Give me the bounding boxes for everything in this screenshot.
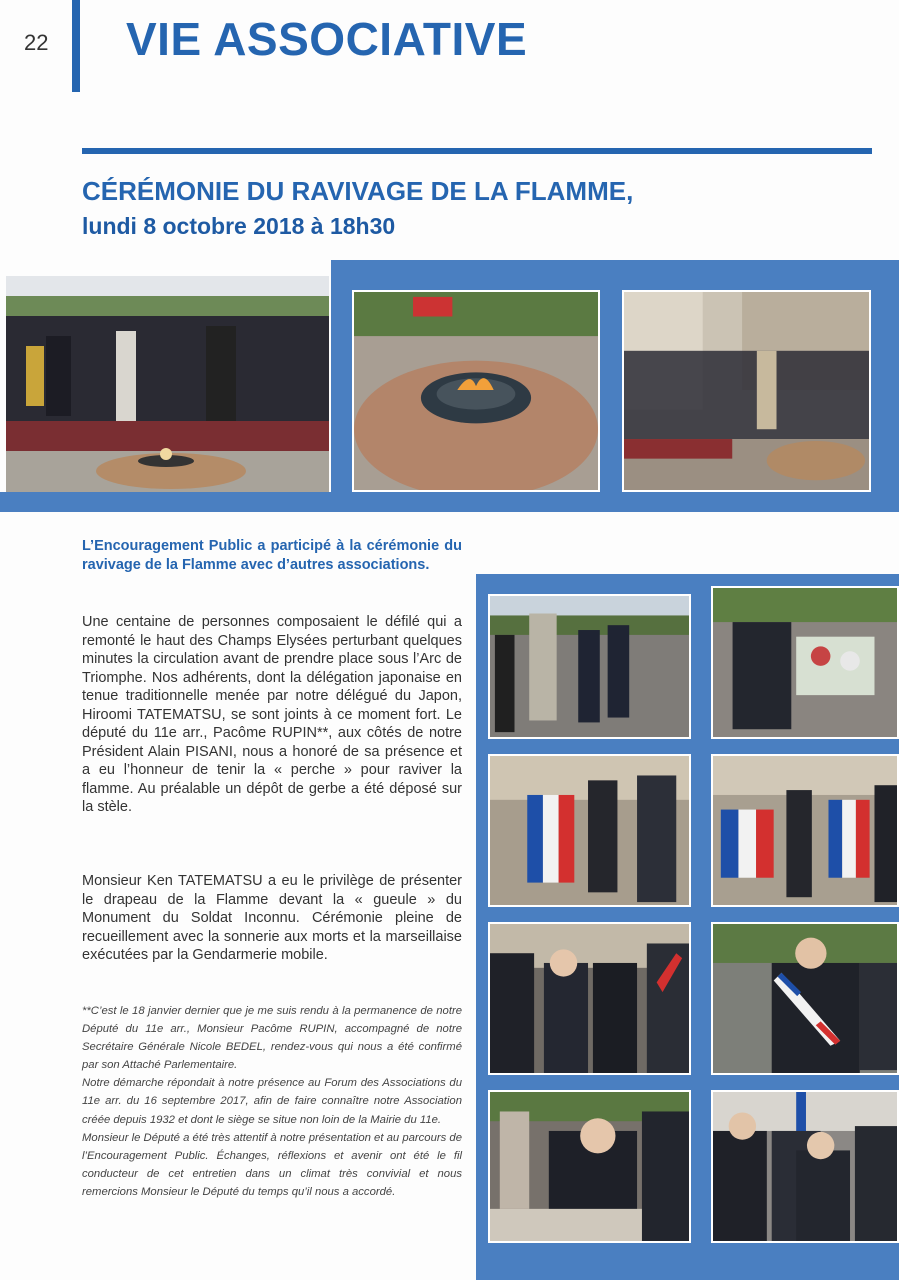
- photo-eternal-flame: [352, 290, 600, 492]
- photo-grid-8: [711, 1090, 899, 1243]
- article-paragraph-2: Monsieur Ken TATEMATSU a eu le privilège de présenter le drapeau de la Flamme devant la « gueule » du Monument du Soldat Inconnu. Cérémonie pleine de recueillement avec la sonnerie aux morts et la marseillaise exécutées par la Gendarmerie mobile.: [82, 873, 462, 963]
- header-accent-bar: [72, 0, 80, 92]
- photo-grid-5: [488, 922, 691, 1075]
- photo-grid-3: [488, 754, 691, 907]
- photo-grid-2: [711, 586, 899, 739]
- photo-arc-de-triomphe-ceremony: [622, 290, 871, 492]
- article-headline: [82, 176, 633, 240]
- top-photo-band-strip: [0, 492, 340, 512]
- headline-line-1: CÉRÉMONIE DU RAVIVAGE DE LA FLAMME,: [82, 176, 634, 206]
- footnote-paragraph-2: Notre démarche répondait à notre présence au Forum des Associations du 11e arr. du 16 septembre 2017, afin de faire connaître notre Association créée depuis 1932 et dont le siège se situe non loin de la Mairie du 11e.: [82, 1077, 462, 1126]
- photo-group-at-flame: [6, 276, 329, 492]
- title-rule: [82, 148, 872, 154]
- photo-grid-4: [711, 754, 899, 907]
- footnote-paragraph-3: Monsieur le Député a été très attentif à notre présentation et au parcours de l’Encouragement Public. Échanges, réflexions et avenir ont été le fil conducteur de cet entretien dans un climat très convivial et nous remercions Monsieur le Député du temps qu’il nous a accordé.: [82, 1131, 462, 1198]
- section-title: VIE ASSOCIATIVE: [126, 13, 528, 65]
- page-number: 22: [24, 30, 49, 55]
- headline-line-2: lundi 8 octobre 2018 à 18h30: [82, 213, 396, 239]
- article-paragraph-1: Une centaine de personnes composaient le défilé qui a remonté le haut des Champs Elysées perturbant quelques minutes la circulation avant de prendre place sous l’Arc de Triomphe. Nos adhérents, dont la délégation japonaise en tenue traditionnelle menée par notre délégué du Japon, Hiroomi TATEMATSU, se sont joints à ce moment fort. Le député du 11e arr., Pacôme RUPIN**, aux côtés de notre Président Alain PISANI, nous a honoré de sa présence et a eu l’honneur de tenir la « perche » pour raviver la flamme. Au préalable un dépôt de gerbe a été déposé sur la stèle.: [82, 614, 462, 815]
- photo-grid-1: [488, 594, 691, 739]
- photo-grid-6: [711, 922, 899, 1075]
- footnote-paragraph-1: **C’est le 18 janvier dernier que je me suis rendu à la permanence de notre Député du 11e arr., Monsieur Pacôme RUPIN, accompagné de notre Secrétaire Générale Nicole BEDEL, rendez-vous qui nous a été confirmé par son Attaché Parlementaire.: [82, 1005, 462, 1072]
- photo-grid-7: [488, 1090, 691, 1243]
- article-footnote: [82, 1002, 462, 1201]
- article-intro: L’Encouragement Public a participé à la cérémonie du ravivage de la Flamme avec d’autres associations.: [82, 538, 462, 573]
